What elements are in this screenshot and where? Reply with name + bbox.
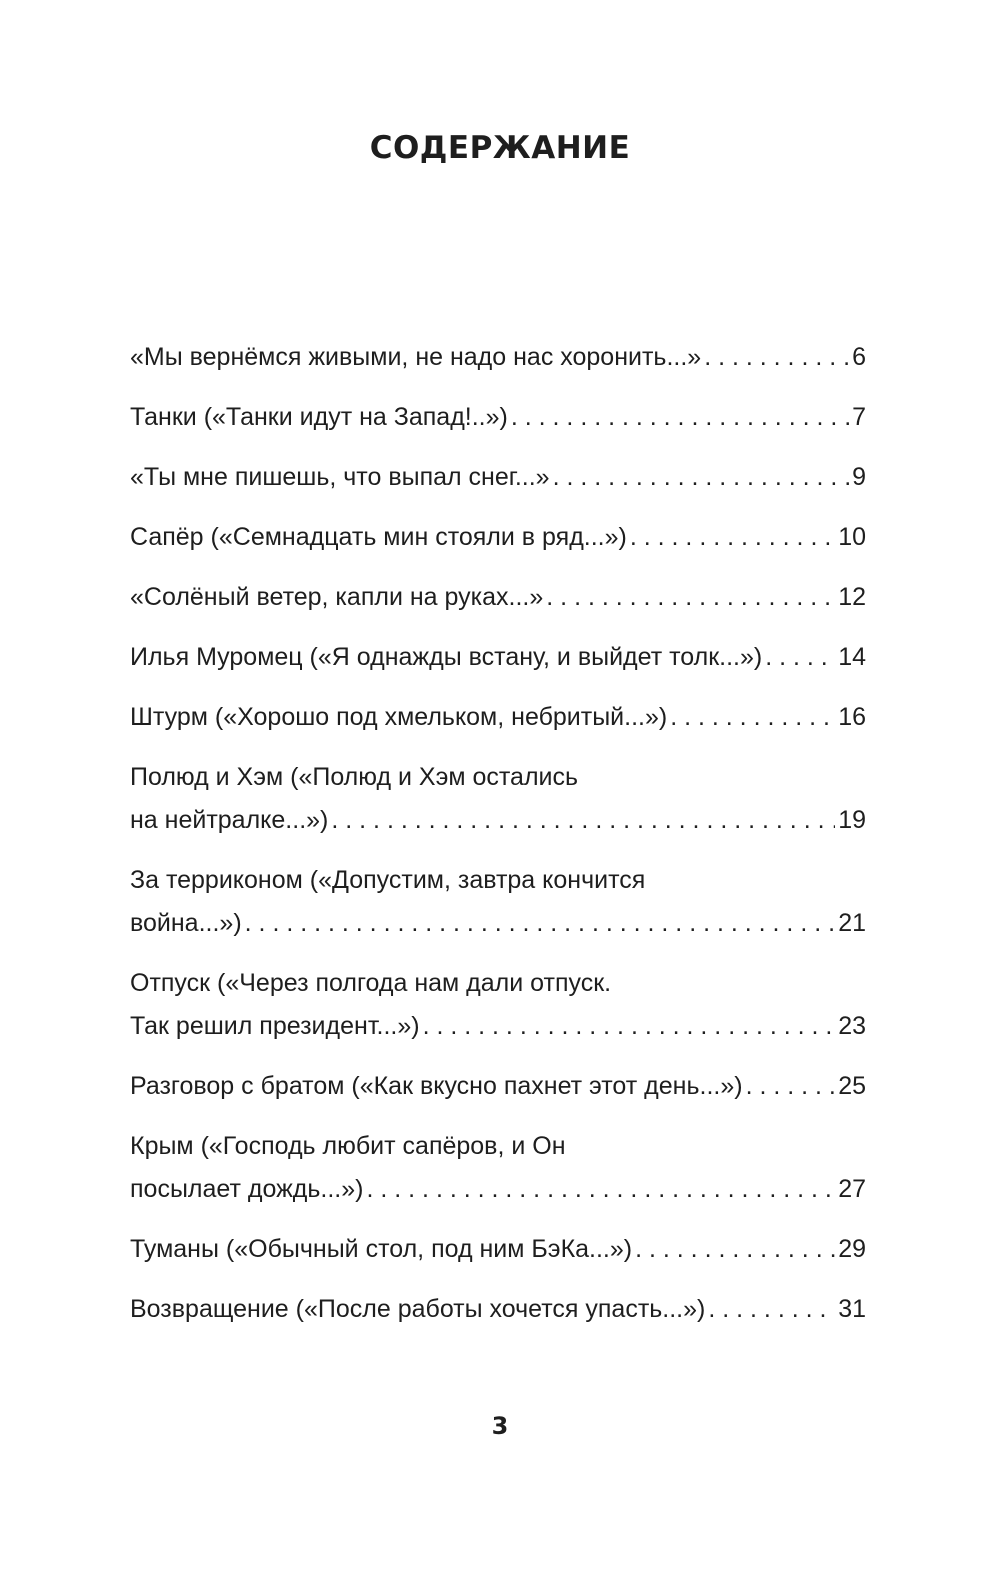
toc-entry-title: Танки («Танки идут на Запад!..») <box>130 403 508 431</box>
dot-leader <box>511 396 849 439</box>
toc-entry-last-line <box>130 799 866 842</box>
toc-entry <box>130 336 866 379</box>
toc-entry-title-line: Полюд и Хэм («Полюд и Хэм остались <box>130 763 579 791</box>
toc-entry-page: 14 <box>838 643 866 671</box>
dot-leader <box>746 1065 836 1108</box>
toc-entry <box>130 756 866 842</box>
toc-entry-page: 23 <box>838 1012 866 1040</box>
toc-entry-title-line: Отпуск («Через полгода нам дали отпуск. <box>130 969 612 997</box>
dot-leader <box>765 636 835 679</box>
toc-entry-title: Туманы («Обычный стол, под ним БэКа...») <box>130 1235 633 1263</box>
dot-leader <box>546 576 835 619</box>
toc-entry-page: 6 <box>852 343 866 371</box>
dot-leader <box>423 1005 836 1048</box>
toc-entry-title-line: на нейтралке...») <box>130 806 329 834</box>
dot-leader <box>553 456 850 499</box>
toc-entry-title-line: война...») <box>130 909 242 937</box>
table-of-contents <box>130 336 866 1348</box>
toc-entry <box>130 576 866 619</box>
toc-entry-page: 31 <box>838 1295 866 1323</box>
page-title: СОДЕРЖАНИЕ <box>369 130 631 166</box>
toc-entry-page: 27 <box>838 1175 866 1203</box>
toc-entry-page: 19 <box>838 806 866 834</box>
dot-leader <box>630 516 835 559</box>
toc-entry-title: «Ты мне пишешь, что выпал снег...» <box>130 463 550 491</box>
toc-entry <box>130 859 866 945</box>
toc-entry-page: 29 <box>838 1235 866 1263</box>
toc-entry-title: Разговор с братом («Как вкусно пахнет этот день...») <box>130 1072 743 1100</box>
toc-entry-title-line: посылает дождь...») <box>130 1175 364 1203</box>
page-number: 3 <box>491 1412 509 1440</box>
toc-entry <box>130 1288 866 1331</box>
toc-entry-page: 25 <box>838 1072 866 1100</box>
toc-entry-page: 21 <box>838 909 866 937</box>
toc-entry-last-line <box>130 1168 866 1211</box>
toc-entry-last-line <box>130 902 866 945</box>
toc-entry-page: 10 <box>838 523 866 551</box>
toc-entry <box>130 962 866 1048</box>
dot-leader <box>704 336 849 379</box>
dot-leader <box>708 1288 835 1331</box>
toc-entry <box>130 1228 866 1271</box>
dot-leader <box>366 1168 835 1211</box>
toc-entry-title: «Солёный ветер, капли на руках...» <box>130 583 544 611</box>
toc-entry <box>130 636 866 679</box>
dot-leader <box>245 902 836 945</box>
toc-entry-title: Сапёр («Семнадцать мин стояли в ряд...») <box>130 523 627 551</box>
toc-entry-page: 9 <box>852 463 866 491</box>
toc-entry <box>130 516 866 559</box>
toc-entry-page: 16 <box>838 703 866 731</box>
dot-leader <box>670 696 835 739</box>
toc-entry <box>130 696 866 739</box>
toc-entry <box>130 456 866 499</box>
toc-entry <box>130 1065 866 1108</box>
toc-entry-title: Штурм («Хорошо под хмельком, небритый...») <box>130 703 668 731</box>
toc-entry-title-line: Так решил президент...») <box>130 1012 420 1040</box>
toc-entry-title-line: Крым («Господь любит сапёров, и Он <box>130 1132 566 1160</box>
toc-entry-title: Илья Муромец («Я однажды встану, и выйдет толк...») <box>130 643 763 671</box>
toc-entry-title: «Мы вернёмся живыми, не надо нас хоронить...» <box>130 343 702 371</box>
toc-entry-title: Возвращение («После работы хочется упасть...») <box>130 1295 706 1323</box>
dot-leader <box>635 1228 835 1271</box>
dot-leader <box>331 799 835 842</box>
toc-entry <box>130 396 866 439</box>
toc-entry-title-line: За терриконом («Допустим, завтра кончится <box>130 866 646 894</box>
toc-entry-page: 12 <box>838 583 866 611</box>
toc-entry-last-line <box>130 1005 866 1048</box>
toc-entry <box>130 1125 866 1211</box>
toc-entry-page: 7 <box>852 403 866 431</box>
